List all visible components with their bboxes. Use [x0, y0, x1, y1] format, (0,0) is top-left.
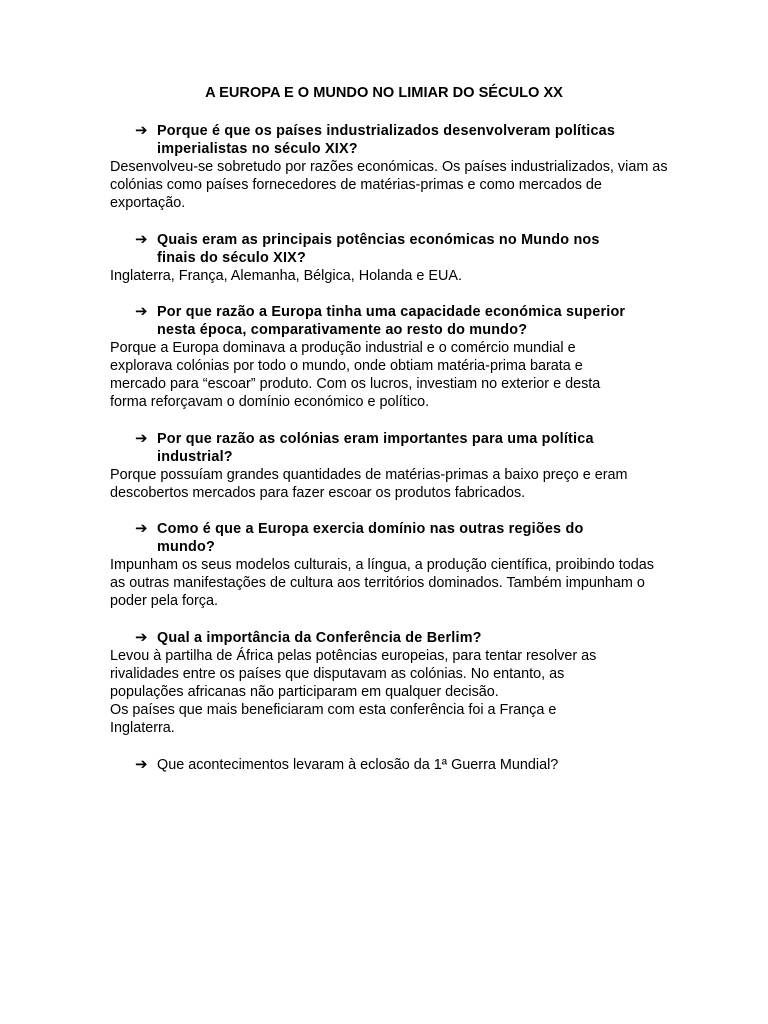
answer-2: Inglaterra, França, Alemanha, Bélgica, Holanda e EUA. [110, 268, 462, 285]
answer-1: Desenvolveu-se sobretudo por razões económicas. Os países industrializados, viam as colónias como países fornecedores de matérias-primas e como mercados de exportação. [110, 159, 668, 212]
question-5 [135, 520, 670, 556]
document-title [0, 84, 768, 102]
document-title-text: A EUROPA E O MUNDO NO LIMIAR DO SÉCULO XX [205, 85, 563, 101]
arrow-icon: ➔ [135, 231, 148, 248]
question-text: Que acontecimentos levaram à eclosão da 1ª Guerra Mundial? [157, 757, 559, 773]
answer-6b: Os países que mais beneficiaram com esta conferência foi a França e Inglaterra. [110, 702, 557, 737]
question-text: Por que razão as colónias eram importantes para uma política industrial? [157, 431, 594, 466]
question-text: Por que razão a Europa tinha uma capacidade económica superior nesta época, comparativamente ao resto do mundo? [157, 304, 626, 339]
qa-block-2 [110, 231, 670, 285]
arrow-icon: ➔ [135, 756, 148, 773]
question-3 [135, 303, 670, 339]
qa-block-3 [110, 303, 670, 412]
question-text: Porque é que os países industrializados desenvolveram políticas imperialistas no século XIX? [157, 123, 616, 158]
arrow-icon: ➔ [135, 430, 148, 447]
question-text: Qual a importância da Conferência de Berlim? [157, 630, 482, 646]
question-4 [135, 430, 670, 466]
question-7 [135, 756, 670, 774]
arrow-icon: ➔ [135, 629, 148, 646]
question-1 [135, 122, 670, 158]
qa-block-6 [110, 629, 670, 738]
answer-3: Porque a Europa dominava a produção industrial e o comércio mundial e explorava colónias por todo o mundo, onde obtiam matéria-prima barata e mercado para “escoar” produto. Com os lucros, investiam no exterior e desta forma reforçavam o domínio económico e político. [110, 340, 601, 411]
qa-block-4 [110, 430, 670, 502]
arrow-icon: ➔ [135, 303, 148, 320]
qa-block-1 [110, 122, 670, 212]
question-text: Quais eram as principais potências económicas no Mundo nos finais do século XIX? [157, 232, 600, 267]
arrow-icon: ➔ [135, 122, 148, 139]
question-6 [135, 629, 670, 647]
arrow-icon: ➔ [135, 520, 148, 537]
answer-4: Porque possuíam grandes quantidades de matérias-primas a baixo preço e eram descobertos mercados para fazer escoar os produtos fabricados. [110, 467, 628, 502]
answer-5: Impunham os seus modelos culturais, a língua, a produção científica, proibindo todas as outras manifestações de cultura aos territórios dominados. Também impunham o poder pela força. [110, 557, 654, 610]
question-text: Como é que a Europa exercia domínio nas outras regiões do mundo? [157, 521, 584, 556]
qa-block-5 [110, 520, 670, 610]
question-2 [135, 231, 670, 267]
answer-6: Levou à partilha de África pelas potências europeias, para tentar resolver as rivalidades entre os países que disputavam as colónias. No entanto, as populações africanas não participaram em qualquer decisão. [110, 648, 597, 701]
qa-block-7 [110, 756, 670, 774]
